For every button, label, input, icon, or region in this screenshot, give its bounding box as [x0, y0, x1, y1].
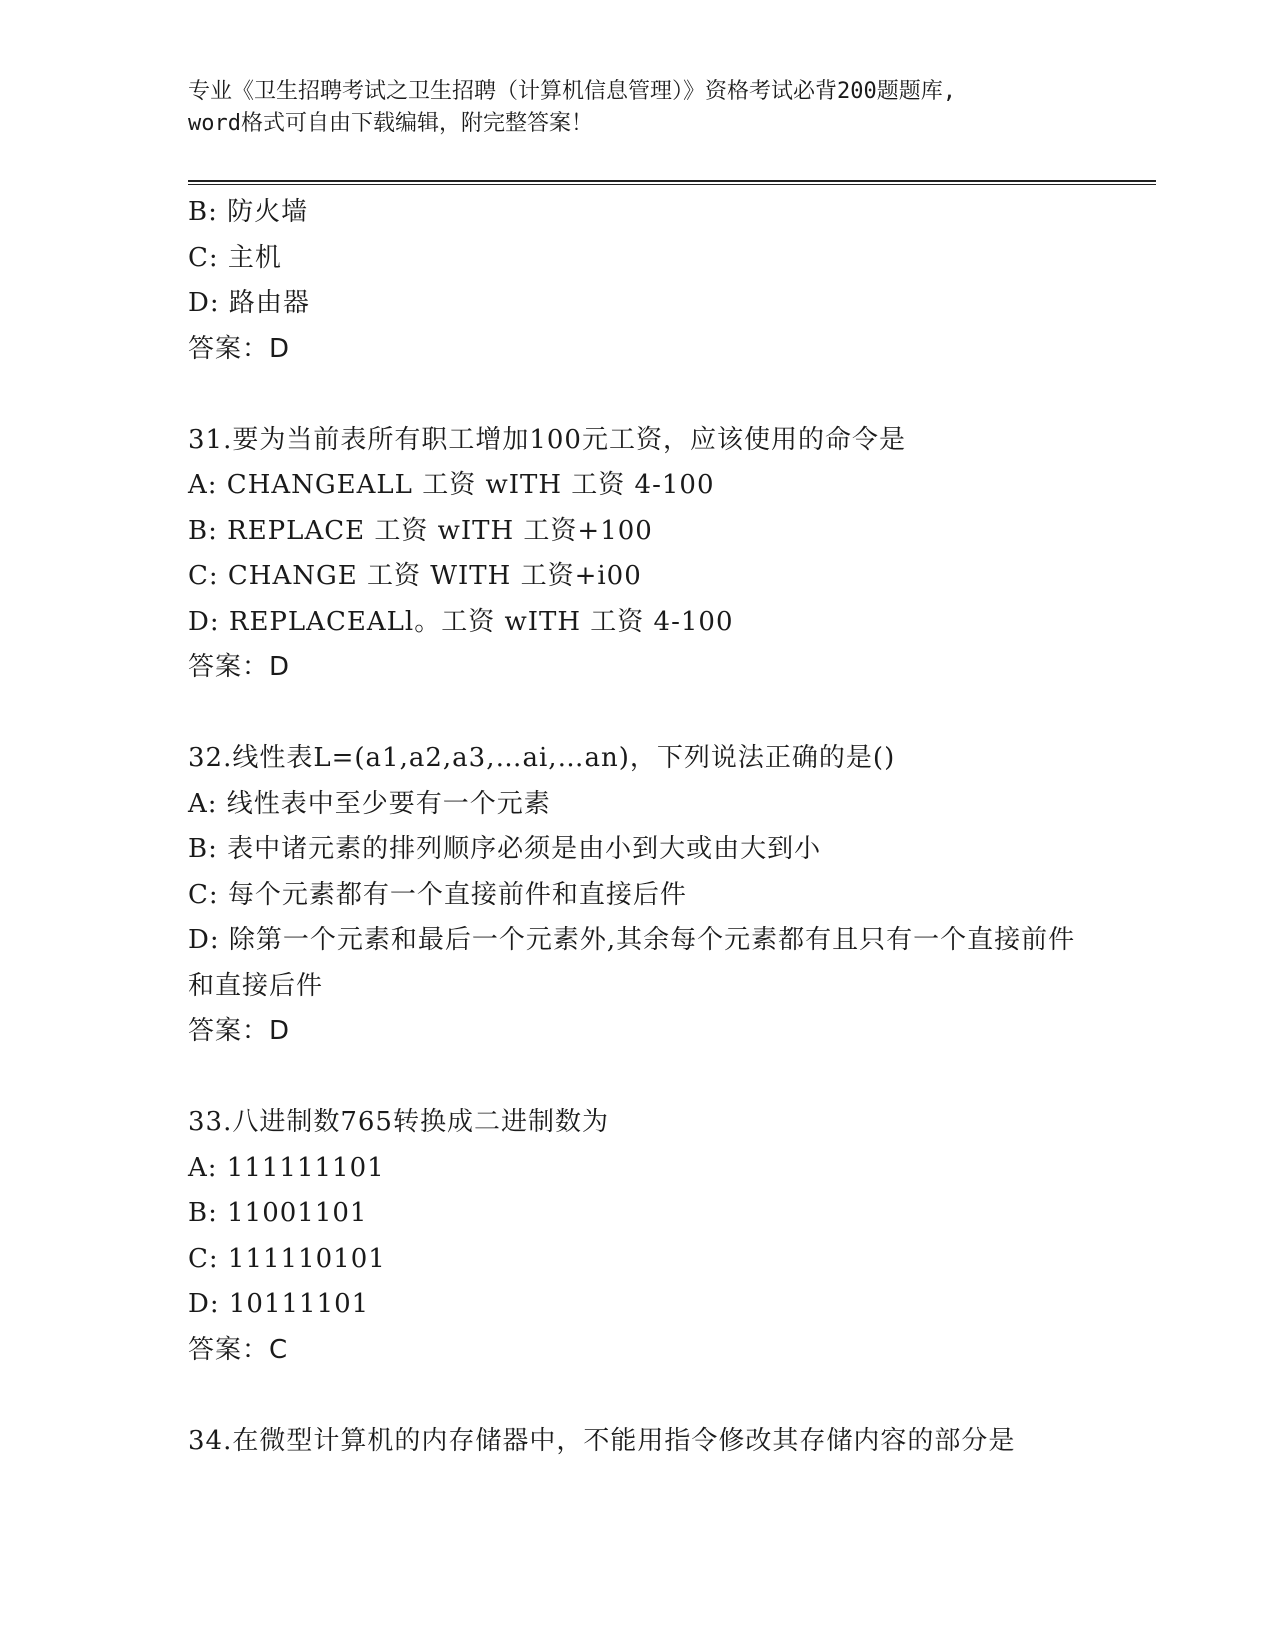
question-stem: 34.在微型计算机的内存储器中，不能用指令修改其存储内容的部分是	[188, 1425, 1016, 1456]
question-block-30	[188, 190, 1088, 372]
spacer	[188, 691, 1088, 737]
question-stem: 33.八进制数765转换成二进制数为	[188, 1107, 609, 1137]
spacer	[188, 372, 1088, 418]
option-b: B: 11001101	[188, 1198, 368, 1228]
option-c: C: 每个元素都有一个直接前件和直接后件	[188, 879, 687, 910]
spacer	[188, 1055, 1088, 1101]
header-title-line-2: word格式可自由下载编辑，附完整答案！	[188, 111, 593, 136]
option-a: A: CHANGEALL 工资 wITH 工资 4-100	[188, 470, 715, 500]
answer-label: 答案：D	[188, 652, 291, 682]
header-divider-thin	[188, 184, 1156, 185]
option-b: B: 防火墙	[188, 197, 309, 227]
option-c: C: 111110101	[188, 1243, 386, 1274]
answer-label: 答案：D	[188, 1016, 291, 1046]
option-b: B: 表中诸元素的排列顺序必须是由小到大或由大到小	[188, 834, 822, 864]
question-block-31	[188, 418, 1088, 691]
option-c: C: CHANGE 工资 WITH 工资+i00	[188, 561, 642, 591]
option-d: D: REPLACEALl。工资 wITH 工资 4-100	[188, 606, 734, 637]
option-b: B: REPLACE 工资 wITH 工资+100	[188, 515, 653, 546]
question-block-33	[188, 1100, 1088, 1373]
answer-label: 答案：C	[188, 1334, 289, 1365]
answer-label: 答案：D	[188, 333, 291, 364]
question-block-34	[188, 1419, 1088, 1465]
question-block-32	[188, 736, 1088, 1055]
option-d: D: 10111101	[188, 1289, 370, 1319]
option-a: A: 线性表中至少要有一个元素	[188, 788, 551, 819]
option-d: D: 除第一个元素和最后一个元素外,其余每个元素都有且只有一个直接前件和直接后件	[188, 925, 1076, 1001]
option-d: D: 路由器	[188, 288, 310, 318]
option-a: A: 111111101	[188, 1152, 385, 1183]
header-title-line-1: 专业《卫生招聘考试之卫生招聘（计算机信息管理）》资格考试必背200题题库,	[188, 79, 956, 104]
question-list	[188, 190, 1088, 1464]
header-divider	[188, 180, 1156, 182]
option-c: C: 主机	[188, 242, 282, 273]
question-stem: 31.要为当前表所有职工增加100元工资，应该使用的命令是	[188, 424, 906, 455]
spacer	[188, 1373, 1088, 1419]
document-header	[188, 76, 1088, 140]
question-stem: 32.线性表L=(a1,a2,a3,…ai,…an)，下列说法正确的是()	[188, 743, 896, 773]
